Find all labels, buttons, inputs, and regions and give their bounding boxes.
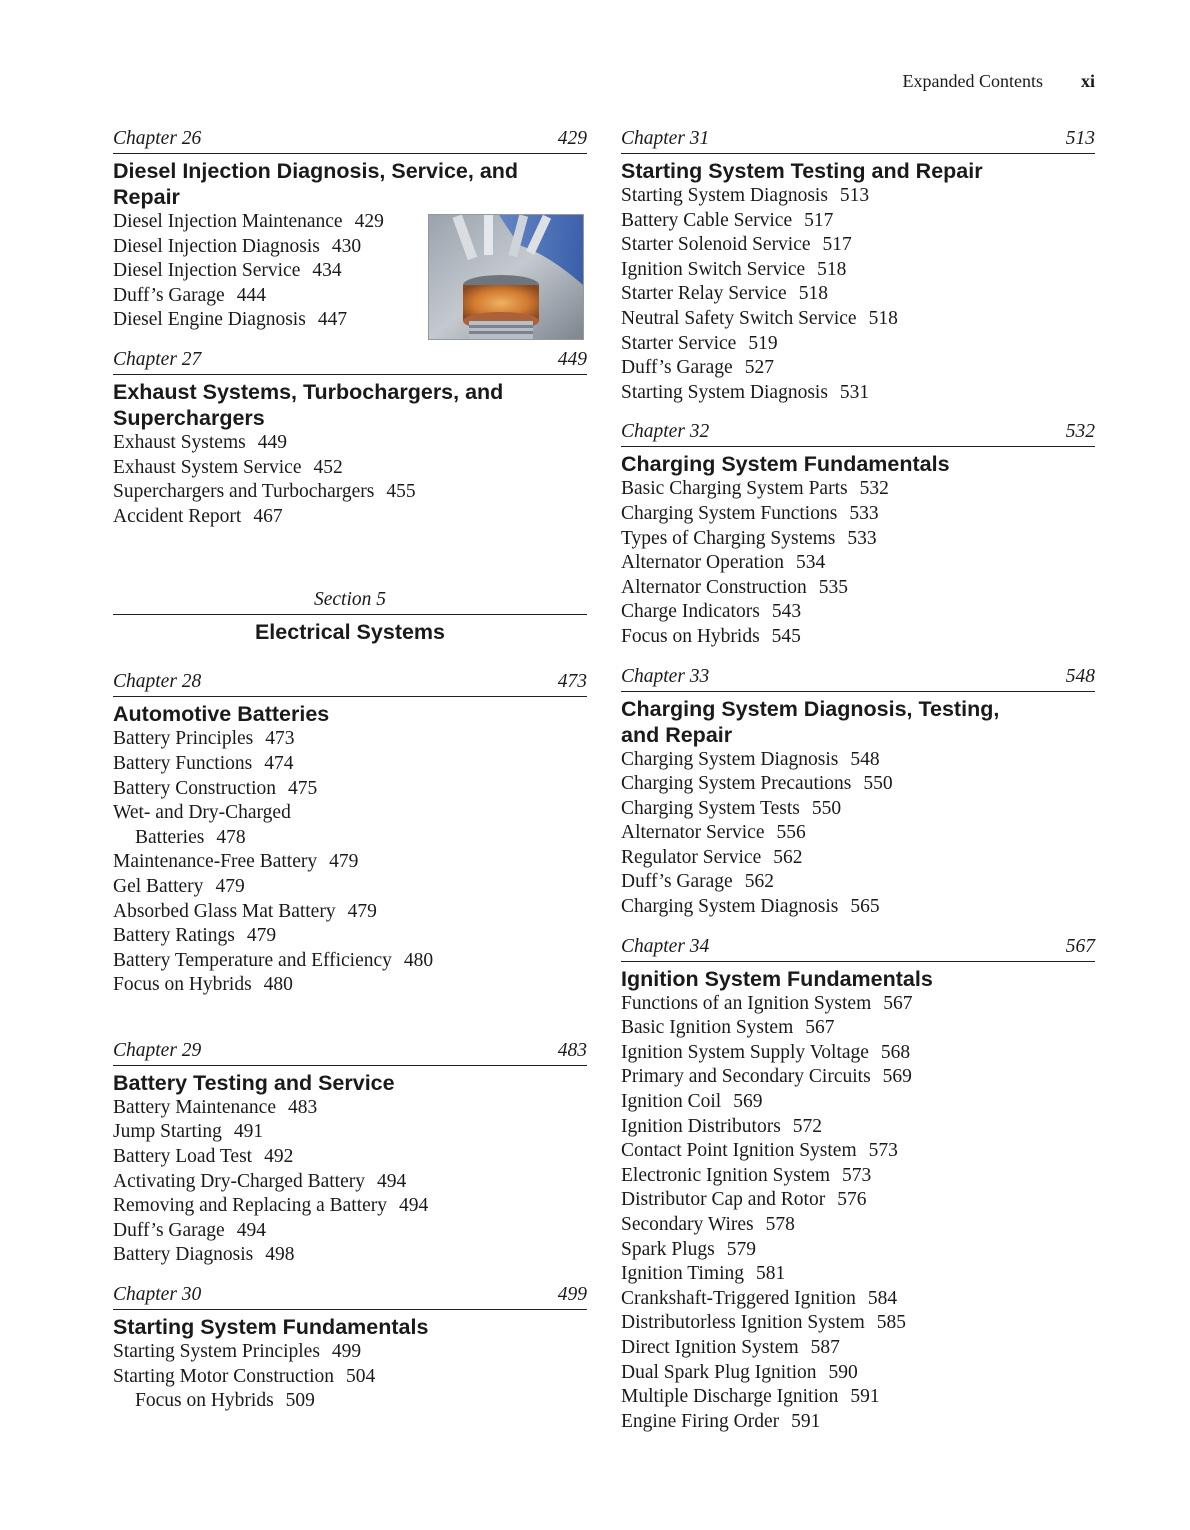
toc-entry[interactable]: Exhaust Systems 449 <box>113 431 287 453</box>
chapter-label: Chapter 31 <box>621 128 710 149</box>
toc-entry[interactable]: Spark Plugs 579 <box>621 1238 756 1260</box>
toc-entry[interactable]: Removing and Replacing a Battery 494 <box>113 1195 429 1217</box>
toc-entry[interactable]: Regulator Service 562 <box>621 846 803 868</box>
toc-entry[interactable]: Superchargers and Turbochargers 455 <box>113 481 416 503</box>
chapter-34 <box>621 934 1095 1435</box>
chapter-page: 567 <box>1065 935 1095 957</box>
chapter-title[interactable]: Automotive Batteries <box>113 702 330 727</box>
toc-entry[interactable]: Battery Ratings 479 <box>113 925 277 947</box>
toc-entry[interactable]: Multiple Discharge Ignition 591 <box>621 1386 880 1408</box>
chapter-26 <box>113 126 587 333</box>
chapter-title-line: Charging System Diagnosis, Testing, <box>621 696 1000 721</box>
diesel-piston-photo <box>428 214 584 340</box>
chapter-heading <box>621 419 1095 447</box>
toc-entry[interactable]: Battery Maintenance 483 <box>113 1096 318 1118</box>
toc-entry[interactable]: Distributor Cap and Rotor 576 <box>621 1189 867 1211</box>
toc-entry[interactable]: Diesel Engine Diagnosis 447 <box>113 309 348 331</box>
chapter-33 <box>621 664 1095 920</box>
chapter-title[interactable]: Battery Testing and Service <box>113 1070 395 1095</box>
toc-entry[interactable]: Focus on Hybrids 545 <box>621 625 801 647</box>
chapter-title <box>113 379 587 431</box>
toc-entry[interactable]: Starting Motor Construction 504 <box>113 1365 376 1387</box>
toc-entry[interactable]: Ignition Coil 569 <box>621 1091 763 1113</box>
toc-entry[interactable]: Diesel Injection Diagnosis 430 <box>113 235 362 257</box>
toc-entry[interactable]: Batteries 478 <box>135 826 246 848</box>
toc-entry[interactable]: Battery Construction 475 <box>113 777 318 799</box>
chapter-title-line: Exhaust Systems, Turbochargers, and <box>113 379 504 404</box>
chapter-29 <box>113 1038 587 1268</box>
toc-entry[interactable]: Starting System Diagnosis 531 <box>621 381 870 403</box>
chapter-heading <box>113 669 587 697</box>
section-5 <box>113 587 587 645</box>
toc-entry[interactable]: Functions of an Ignition System 567 <box>621 992 913 1014</box>
toc-entry[interactable]: Battery Diagnosis 498 <box>113 1244 295 1266</box>
chapter-label: Chapter 28 <box>113 671 202 693</box>
toc-entry[interactable]: Electronic Ignition System 573 <box>621 1164 872 1186</box>
chapter-label: Chapter 26 <box>113 128 202 149</box>
chapter-label: Chapter 29 <box>113 1039 202 1061</box>
toc-entry[interactable]: Charging System Tests 550 <box>621 797 842 819</box>
chapter-title-line: Superchargers <box>113 405 265 430</box>
toc-entry[interactable]: Battery Principles 473 <box>113 728 295 750</box>
chapter-heading <box>621 664 1095 692</box>
toc-entry[interactable]: Charging System Diagnosis 565 <box>621 896 880 918</box>
page-number: xi <box>1080 71 1095 91</box>
toc-entry[interactable]: Starter Solenoid Service 517 <box>621 234 852 256</box>
toc-entry[interactable]: Maintenance-Free Battery 479 <box>113 851 359 873</box>
toc-entry[interactable]: Starter Relay Service 518 <box>621 283 828 305</box>
toc-entry[interactable]: Focus on Hybrids 509 <box>135 1390 315 1412</box>
left-column <box>113 126 587 1428</box>
toc-entry[interactable]: Battery Temperature and Efficiency 480 <box>113 949 434 971</box>
chapter-page: 483 <box>557 1039 587 1061</box>
chapter-title[interactable]: Starting System Testing and Repair <box>621 159 983 183</box>
toc-entry[interactable]: Charging System Functions 533 <box>621 502 879 524</box>
toc-entry[interactable]: Ignition Switch Service 518 <box>621 258 847 280</box>
chapter-heading <box>113 126 587 154</box>
toc-entry[interactable]: Ignition Distributors 572 <box>621 1115 823 1137</box>
chapter-27 <box>113 347 587 529</box>
toc-entry[interactable]: Starting System Diagnosis 513 <box>621 185 870 206</box>
toc-entry[interactable]: Duff’s Garage 562 <box>621 871 774 893</box>
toc-entry[interactable]: Battery Functions 474 <box>113 752 294 774</box>
toc-entry[interactable]: Alternator Construction 535 <box>621 576 849 598</box>
toc-entry[interactable]: Duff’s Garage 527 <box>621 357 774 379</box>
chapter-label: Chapter 27 <box>113 348 202 370</box>
chapter-page: 499 <box>557 1284 587 1306</box>
toc-entry[interactable]: Types of Charging Systems 533 <box>621 527 877 549</box>
toc-entry[interactable]: Basic Charging System Parts 532 <box>621 478 889 500</box>
chapter-30 <box>113 1282 587 1414</box>
toc-entry[interactable]: Starting System Principles 499 <box>113 1341 362 1363</box>
section-label: Section 5 <box>113 587 587 615</box>
chapter-title <box>621 696 1095 748</box>
chapter-title[interactable]: Starting System Fundamentals <box>113 1315 429 1340</box>
chapter-page: 513 <box>1065 128 1095 149</box>
chapter-title[interactable]: Ignition System Fundamentals <box>621 966 933 991</box>
chapter-title[interactable]: Charging System Fundamentals <box>621 452 950 477</box>
toc-entry[interactable]: Alternator Service 556 <box>621 822 806 844</box>
toc-entry[interactable]: Secondary Wires 578 <box>621 1214 795 1235</box>
chapter-label: Chapter 32 <box>621 421 710 443</box>
toc-entry[interactable]: Duff’s Garage 494 <box>113 1219 266 1241</box>
chapter-page: 548 <box>1065 665 1095 687</box>
chapter-heading <box>113 1038 587 1066</box>
toc-entry[interactable]: Engine Firing Order 591 <box>621 1410 821 1432</box>
chapter-heading <box>113 1282 587 1310</box>
chapter-heading <box>621 934 1095 962</box>
toc-entry[interactable]: Basic Ignition System 567 <box>621 1017 835 1039</box>
toc-entry[interactable]: Ignition Timing 581 <box>621 1263 786 1285</box>
chapter-32 <box>621 419 1095 649</box>
chapter-title-line: Repair <box>113 185 180 209</box>
toc-entry[interactable]: Focus on Hybrids 480 <box>113 974 293 996</box>
right-column <box>621 126 1095 1448</box>
chapter-title <box>113 158 587 210</box>
header-label: Expanded Contents <box>902 71 1043 91</box>
toc-entry[interactable]: Contact Point Ignition System 573 <box>621 1140 898 1162</box>
chapter-page: 429 <box>557 128 587 149</box>
chapter-page: 532 <box>1065 421 1095 443</box>
toc-entry[interactable]: Jump Starting 491 <box>113 1121 264 1143</box>
toc-entry[interactable]: Charging System Precautions 550 <box>621 773 893 795</box>
toc-entry[interactable]: Exhaust System Service 452 <box>113 456 343 478</box>
section-title[interactable]: Electrical Systems <box>254 620 446 645</box>
chapter-31 <box>621 126 1095 405</box>
running-header <box>903 71 1096 92</box>
toc-entry[interactable]: Diesel Injection Service 434 <box>113 260 342 282</box>
toc-entry[interactable]: Crankshaft-Triggered Ignition 584 <box>621 1287 898 1309</box>
toc-entry[interactable]: Alternator Operation 534 <box>621 552 826 574</box>
chapter-title-line: Diesel Injection Diagnosis, Service, and <box>113 159 519 183</box>
chapter-28 <box>113 669 587 998</box>
chapter-label: Chapter 33 <box>621 665 710 687</box>
chapter-entries <box>113 210 587 333</box>
toc-entry[interactable]: Battery Load Test 492 <box>113 1146 294 1168</box>
toc-entry[interactable]: Activating Dry-Charged Battery 494 <box>113 1170 407 1192</box>
chapter-label: Chapter 34 <box>621 935 710 957</box>
toc-entry[interactable]: Wet- and Dry-Charged <box>113 802 291 824</box>
toc-entry[interactable]: Duff’s Garage 444 <box>113 284 266 306</box>
toc-entry[interactable]: Primary and Secondary Circuits 569 <box>621 1066 912 1088</box>
chapter-heading <box>621 126 1095 154</box>
toc-entry[interactable]: Battery Cable Service 517 <box>621 209 834 231</box>
toc-entry[interactable]: Direct Ignition System 587 <box>621 1336 840 1358</box>
toc-entry[interactable]: Diesel Injection Maintenance 429 <box>113 211 384 232</box>
toc-entry[interactable]: Starter Service 519 <box>621 332 778 354</box>
toc-entry[interactable]: Neutral Safety Switch Service 518 <box>621 307 898 329</box>
toc-entry[interactable]: Charging System Diagnosis 548 <box>621 748 880 770</box>
toc-entry[interactable]: Gel Battery 479 <box>113 875 245 897</box>
toc-entry[interactable]: Ignition System Supply Voltage 568 <box>621 1041 911 1063</box>
chapter-page: 473 <box>557 671 587 693</box>
toc-entry[interactable]: Accident Report 467 <box>113 505 283 527</box>
toc-entry[interactable]: Absorbed Glass Mat Battery 479 <box>113 900 377 922</box>
chapter-title-line: and Repair <box>621 722 733 747</box>
chapter-page: 449 <box>557 348 587 370</box>
toc-entry[interactable]: Dual Spark Plug Ignition 590 <box>621 1361 858 1383</box>
chapter-label: Chapter 30 <box>113 1284 202 1306</box>
toc-entry[interactable]: Distributorless Ignition System 585 <box>621 1312 906 1334</box>
toc-entry[interactable]: Charge Indicators 543 <box>621 601 802 623</box>
chapter-heading <box>113 347 587 375</box>
